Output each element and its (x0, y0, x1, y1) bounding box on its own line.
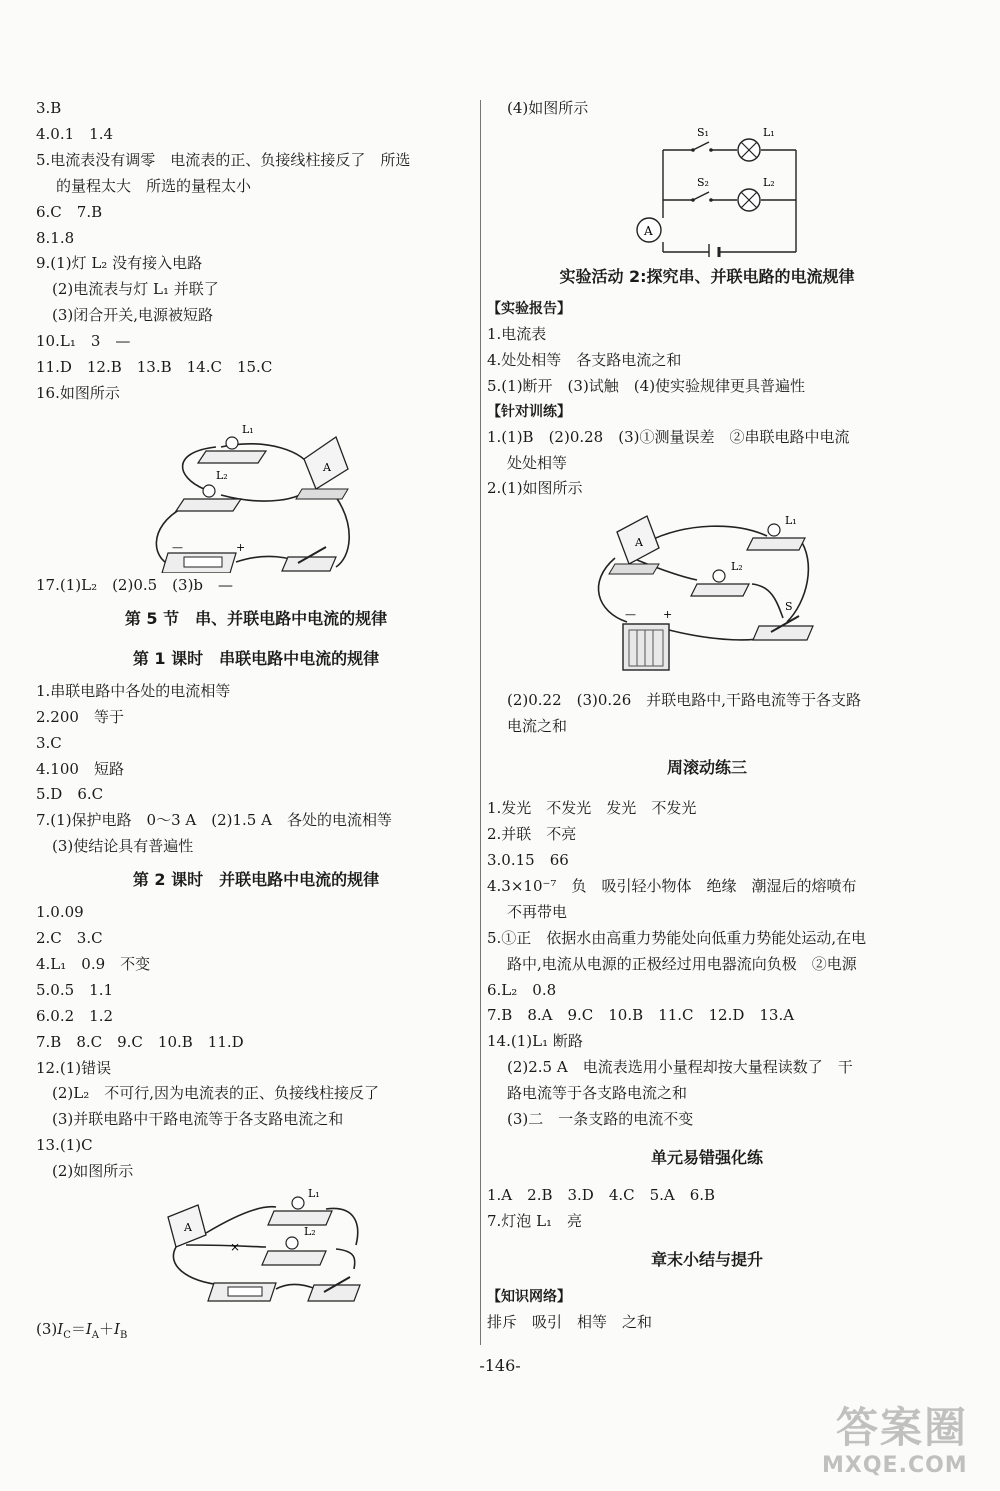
answer-line: 3.0.15 66 (487, 850, 569, 869)
bulb-l2-icon (203, 485, 215, 497)
label-l2: L₂ (304, 1225, 316, 1239)
battery-minus-label: — (172, 540, 183, 554)
right-column (487, 96, 927, 1336)
answer-line: (2)L₂ 不可行,因为电流表的正、负接线柱接反了 (52, 1084, 379, 1103)
answer-line: 6.C 7.B (36, 202, 103, 221)
lamp-l1-icon (738, 139, 760, 161)
answer-line: 4.100 短路 (36, 759, 124, 778)
answer-line: 10.L₁ 3 — (36, 332, 131, 351)
answer-line: 5.0.5 1.1 (36, 980, 114, 999)
section-heading: 实验活动 2:探究串、并联电路的电流规律 (559, 266, 855, 286)
answer-line: 3.C (36, 733, 62, 752)
page-number: -146- (479, 1356, 521, 1375)
answer-line: 1.串联电路中各处的电流相等 (36, 681, 231, 700)
answer-line: 7.B 8.A 9.C 10.B 11.C 12.D 13.A (487, 1006, 795, 1025)
answer-line: (2)电流表与灯 L₁ 并联了 (52, 280, 219, 299)
answer-line: 8.1.8 (36, 228, 75, 247)
answer-line: 6.0.2 1.2 (36, 1006, 114, 1025)
answer-line: 4.0.1 1.4 (36, 124, 114, 143)
answer-line: 11.D 12.B 13.B 14.C 15.C (36, 358, 273, 377)
answer-line: 电流之和 (507, 717, 568, 736)
answer-line: 1.(1)B (2)0.28 (3)①测量误差 ②串联电路中电流 (487, 427, 850, 446)
label-l1: L₁ (763, 125, 775, 139)
answer-line: 5.①正 依据水由高重力势能处向低重力势能处运动,在电 (487, 928, 867, 947)
label-l2: L₂ (216, 468, 228, 482)
label-l2: L₂ (763, 175, 775, 189)
switch-icon (753, 626, 813, 640)
answer-line: 2.200 等于 (36, 707, 124, 726)
answer-line: 7.B 8.C 9.C 10.B 11.D (36, 1032, 244, 1051)
answer-line: 4.3×10⁻⁷ 负 吸引轻小物体 绝缘 潮湿后的熔喷布 (487, 876, 857, 895)
battery-minus-label: — (625, 608, 636, 622)
circuit-figure-parallel-1 (36, 1185, 476, 1317)
subsection-tag: 【知识网络】 (487, 1288, 571, 1305)
answer-line: 12.(1)错误 (36, 1058, 112, 1077)
circuit-figure-series (36, 407, 476, 573)
ammeter-label: A (635, 536, 643, 550)
answer-line: 17.(1)L₂ (2)0.5 (3)b — (36, 575, 234, 594)
answer-line: 2.C 3.C (36, 929, 103, 948)
answer-line: 5.电流表没有调零 电流表的正、负接线柱接反了 所选 (36, 150, 411, 169)
ammeter-label: A (644, 223, 653, 238)
answer-line: 排斥 吸引 相等 之和 (487, 1312, 653, 1331)
battery-plus-label: + (663, 608, 673, 622)
answer-line: 1.A 2.B 3.D 4.C 5.A 6.B (487, 1185, 716, 1204)
watermark-logo (818, 1395, 988, 1485)
lesson-heading: 第 2 课时 并联电路中电流的规律 (132, 870, 380, 890)
section-heading: 章末小结与提升 (650, 1249, 763, 1269)
circuit-diagram-parallel (487, 122, 927, 257)
subsection-tag: 【实验报告】 (487, 300, 571, 317)
answer-line: 7.(1)保护电路 0～3 A (2)1.5 A 各处的电流相等 (36, 811, 392, 830)
battery-plus-label: + (236, 540, 246, 554)
bulb-l2-icon (713, 570, 725, 582)
column-divider (480, 100, 481, 1345)
lesson-heading: 第 1 课时 串联电路中电流的规律 (132, 648, 380, 668)
lamp-l2-icon (738, 189, 760, 211)
answer-line: 2.(1)如图所示 (487, 479, 583, 498)
answer-line: 9.(1)灯 L₂ 没有接入电路 (36, 254, 203, 273)
answer-line: 7.灯泡 L₁ 亮 (487, 1211, 583, 1230)
answer-line: (4)如图所示 (507, 99, 589, 117)
label-s: S (785, 600, 793, 614)
left-column (36, 96, 476, 1349)
answer-line: (3)使结论具有普遍性 (52, 837, 194, 856)
answer-line: 的量程太大 所选的量程太小 (56, 176, 252, 195)
answer-line: (3)闭合开关,电源被短路 (52, 306, 214, 325)
subsection-tag: 【针对训练】 (487, 403, 571, 420)
answer-line: (3)二 一条支路的电流不变 (507, 1110, 694, 1129)
answer-line: 路中,电流从电源的正极经过用电器流向负极 ②电源 (507, 954, 857, 973)
answer-line: (2)0.22 (3)0.26 并联电路中,干路电流等于各支路 (507, 691, 862, 710)
answer-line: 1.电流表 (487, 324, 547, 343)
switch-icon (282, 557, 336, 571)
section-heading: 第 5 节 串、并联电路中电流的规律 (124, 608, 388, 628)
answer-line: 2.并联 不亮 (487, 825, 577, 844)
answer-line: 5.D 6.C (36, 785, 104, 804)
svg-text:×: × (230, 1240, 241, 1255)
answer-line: $(3)I_C=I_A+I_B$ (36, 1320, 128, 1342)
section-heading: 单元易错强化练 (650, 1147, 763, 1167)
label-l2: L₂ (731, 560, 743, 574)
answer-line: (2)如图所示 (52, 1162, 134, 1181)
label-s2: S₂ (697, 175, 709, 189)
label-l1: L₁ (785, 514, 797, 528)
answer-line: 3.B (36, 99, 62, 117)
answer-line: 1.发光 不发光 发光 不发光 (487, 799, 697, 818)
label-l1: L₁ (308, 1187, 320, 1201)
answer-line: 处处相等 (507, 453, 568, 472)
answer-line: 4.L₁ 0.9 不变 (36, 954, 151, 973)
answer-line: 4.处处相等 各支路电流之和 (487, 350, 682, 369)
label-l1: L₁ (242, 422, 254, 436)
switch-icon (308, 1285, 360, 1301)
answer-line: (3)并联电路中干路电流等于各支路电流之和 (52, 1110, 344, 1129)
answer-line: 路电流等于各支路电流之和 (507, 1084, 688, 1103)
answer-line: 1.0.09 (36, 903, 84, 922)
answer-line: 13.(1)C (36, 1136, 93, 1155)
ammeter-label: A (323, 460, 331, 474)
bulb-l1-icon (768, 524, 780, 536)
battery-icon (623, 624, 669, 670)
answer-line: 14.(1)L₁ 断路 (487, 1032, 583, 1051)
bulb-l1-icon (292, 1197, 304, 1209)
watermark-url: MXQE.COM (822, 1453, 968, 1478)
answer-line: 5.(1)断开 (3)试触 (4)使实验规律更具普遍性 (487, 376, 806, 395)
bulb-l2-icon (286, 1237, 298, 1249)
answer-line: (2)2.5 A 电流表选用小量程却按大量程读数了 干 (507, 1058, 853, 1077)
answer-line: 16.如图所示 (36, 383, 120, 402)
bulb-l1-icon (226, 437, 238, 449)
answer-line: 不再带电 (507, 902, 568, 921)
label-s1: S₁ (697, 125, 709, 139)
section-heading: 周滚动练三 (666, 758, 747, 778)
answer-line: 6.L₂ 0.8 (487, 980, 557, 999)
watermark-text: 答案圈 (836, 1403, 969, 1452)
ammeter-label: A (184, 1221, 192, 1235)
circuit-figure-parallel-2 (487, 502, 927, 688)
